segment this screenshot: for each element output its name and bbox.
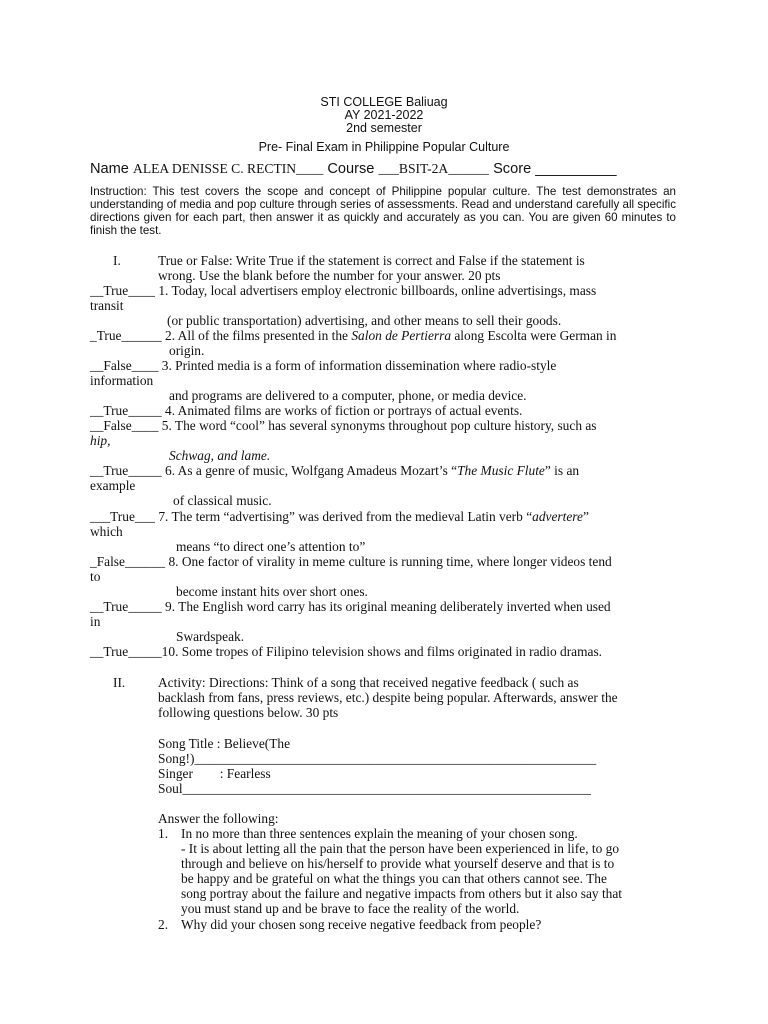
question-1-answer-line5: you must stand up and be brave to face the reality of the world. [181,901,520,916]
part2-directions-line3: following questions below. 30 pts [158,705,339,720]
course-label: Course [327,161,375,177]
instruction-paragraph: Instruction: This test covers the scope and concept of Philippine popular culture. The test demonstrates an understanding of media and pop culture through series of assessments. Read and understand carefully all specific directions given for each part, then answer it as quickly and accurately as you can. You are given 60 minutes to finish the test. [90,185,676,237]
question-1-answer-line1: - It is about letting all the pain that the person have been experienced in life, to go [181,841,620,856]
academic-year: AY 2021-2022 [344,108,424,122]
part1-directions-line1: True or False: Write True if the statement is correct and False if the statement is [158,253,585,268]
tf-item-6 [90,463,579,478]
student-info-line [90,161,616,177]
tf-item-7-text-b: ” [582,509,589,524]
part1-directions-line2: wrong. Use the blank before the number for your answer. 20 pts [158,268,501,283]
part2-directions-line2: backlash from fans, press reviews, etc.) despite being popular. Afterwards, answer the [158,690,618,705]
tf-item-7-text-a: ___True___ 7. The term “advertising” was derived from the medieval Latin verb “ [90,509,533,524]
tf-item-6-cont: of classical music. [173,493,272,508]
tf-item-8-cont: become instant hits over short ones. [176,584,368,599]
tf-item-9-cont: Swardspeak. [176,629,245,644]
tf-item-3-cont: and programs are delivered to a computer, phone, or media device. [169,388,527,403]
score-value: __________ [535,161,617,177]
tf-item-8: _False______ 8. One factor of virality in meme culture is running time, where longer videos tend [90,554,612,569]
tf-item-7-cont: means “to direct one’s attention to” [176,539,366,554]
school-name: STI COLLEGE Baliuag [320,95,448,109]
question-2: Why did your chosen song receive negative feedback from people? [181,917,542,932]
tf-item-5: __False____ 5. The word “cool” has several synonyms throughout pop culture history, such as [90,418,597,433]
question-1-answer-line3: be happy and be grateful on what the things you can that others cannot see. The [181,871,607,886]
tf-item-2 [90,328,616,343]
tf-item-7-wrap: which [90,524,123,539]
tf-item-5-cont: Schwag, and lame. [169,448,271,463]
song-title-line2: Song!)____________________________________________________________ [158,751,597,766]
tf-item-2-text-b: along Escolta were German in [451,328,617,343]
part2-numeral: II. [113,675,126,690]
tf-item-10: __True_____10. Some tropes of Filipino television shows and films originated in radio dramas. [90,644,603,659]
tf-item-1-cont: (or public transportation) advertising, and other means to sell their goods. [167,313,562,328]
tf-item-8-wrap: to [90,569,101,584]
course-value: ___BSIT-2A______ [378,161,490,176]
name-value: ALEA DENISSE C. RECTIN____ [133,161,324,176]
tf-item-7 [90,509,589,524]
part1-numeral: I. [113,253,121,268]
singer-line1: Singer : Fearless [158,766,271,781]
question-1-answer-line2: through and believe on his/herself to provide what yourself deserve and that is to [181,856,615,871]
tf-item-2-cont: origin. [169,343,205,358]
tf-item-6-text-b: ” is an [544,463,580,478]
tf-item-4: __True_____ 4. Animated films are works of fiction or portrays of actual events. [90,403,523,418]
tf-item-2-text-a: _True______ 2. All of the films presented in the [90,328,352,343]
question-2-number: 2. [158,917,169,932]
semester: 2nd semester [346,121,422,135]
part2-directions-line1: Activity: Directions: Think of a song that received negative feedback ( such as [158,675,579,690]
exam-title: Pre- Final Exam in Philippine Popular Culture [258,140,510,154]
question-1-answer-line4: song portray about the failure and negative impacts from others but it also say that [181,886,623,901]
singer-line2: Soul_____________________________________________________________ [158,781,591,796]
answer-heading: Answer the following: [158,811,279,826]
tf-item-9: __True_____ 9. The English word carry has its original meaning deliberately inverted when used [90,599,611,614]
tf-item-3: __False____ 3. Printed media is a form of information dissemination where radio-style [90,358,557,373]
tf-item-6-wrap: example [90,478,136,493]
tf-item-9-wrap: in [90,614,101,629]
question-1: In no more than three sentences explain the meaning of your chosen song. [181,826,578,841]
score-label: Score [493,161,532,177]
name-label: Name [90,161,129,177]
tf-item-1-wrap: transit [90,298,124,313]
tf-item-6-text-a: __True_____ 6. As a genre of music, Wolfgang Amadeus Mozart’s “ [90,463,458,478]
song-title-line1: Song Title : Believe(The [158,736,291,751]
tf-item-5-wrap: hip, [90,433,111,448]
tf-item-3-wrap: information [90,373,154,388]
tf-item-7-italic: advertere [532,509,583,524]
tf-item-1: __True____ 1. Today, local advertisers employ electronic billboards, online advertisings, mass [90,283,597,298]
tf-item-2-italic: Salon de Pertierra [351,328,452,343]
question-1-number: 1. [158,826,169,841]
tf-item-6-italic: The Music Flute [457,463,545,478]
